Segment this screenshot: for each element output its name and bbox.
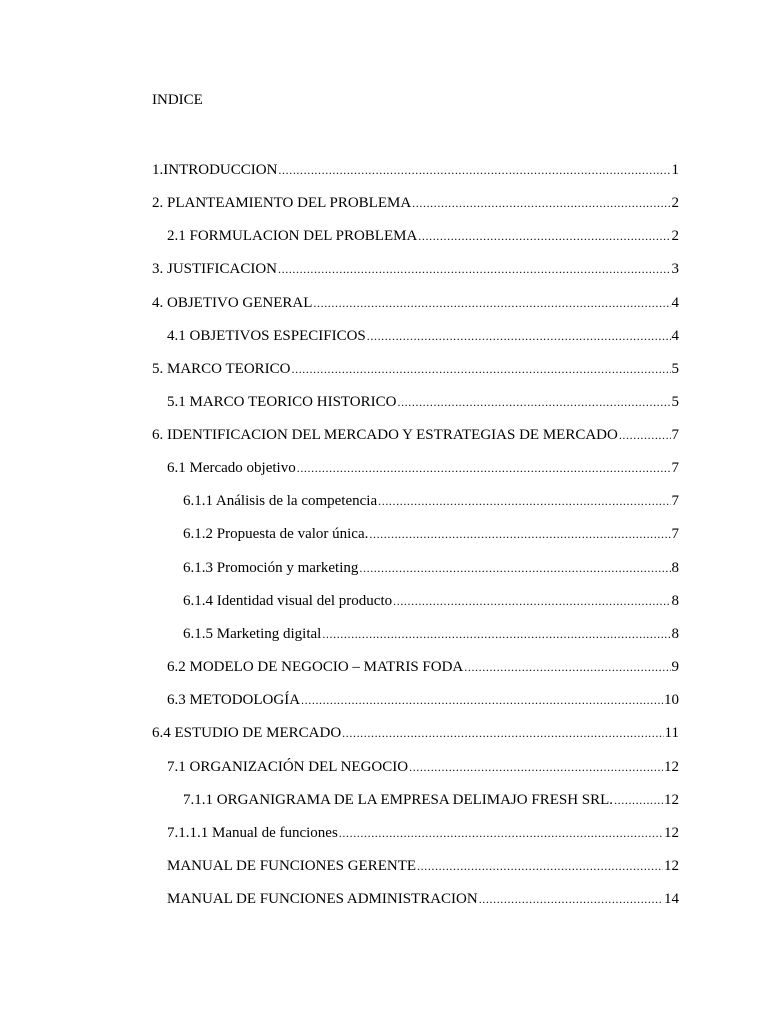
toc-entry-label: 3. JUSTIFICACION — [152, 261, 278, 277]
toc-entry-page: 5 — [671, 394, 679, 410]
toc-entry[interactable] — [152, 724, 679, 742]
toc-entry[interactable] — [167, 824, 679, 842]
toc-leader-dots — [339, 824, 663, 842]
toc-entry[interactable] — [183, 525, 679, 543]
toc-leader-dots — [369, 525, 670, 543]
toc-entry-page: 4 — [671, 328, 679, 344]
toc-entry-page: 9 — [671, 659, 679, 675]
toc-leader-dots — [367, 327, 671, 345]
toc-entry[interactable] — [183, 791, 679, 809]
toc-entry[interactable] — [152, 426, 679, 444]
toc-entry-label: 6.1.3 Promoción y marketing — [183, 560, 359, 576]
toc-entry-label: 6.2 MODELO DE NEGOCIO – MATRIS FODA — [167, 659, 464, 675]
toc-entry[interactable] — [167, 227, 679, 245]
toc-entry-label: 7.1.1 ORGANIGRAMA DE LA EMPRESA DELIMAJO FRESH SRL. — [183, 792, 614, 808]
toc-entry-label: 7.1 ORGANIZACIÓN DEL NEGOCIO — [167, 759, 409, 775]
toc-entry-label: 5.1 MARCO TEORICO HISTORICO — [167, 394, 397, 410]
toc-leader-dots — [359, 559, 670, 577]
toc-entry-label: 6.1 Mercado objetivo — [167, 460, 296, 476]
toc-leader-dots — [322, 625, 670, 643]
toc-entry-page: 8 — [671, 626, 679, 642]
toc-entry-page: 12 — [664, 825, 679, 841]
toc-entry[interactable] — [152, 194, 679, 212]
toc-entry[interactable] — [152, 161, 679, 179]
toc-leader-dots — [278, 161, 670, 179]
toc-entry[interactable] — [152, 260, 679, 278]
toc-entry[interactable] — [167, 890, 679, 908]
toc-entry-page: 11 — [664, 725, 679, 741]
toc-entry[interactable] — [167, 327, 679, 345]
toc-entry-page: 7 — [671, 493, 679, 509]
toc-leader-dots — [297, 459, 671, 477]
toc-leader-dots — [614, 791, 663, 809]
toc-entry-label: 6. IDENTIFICACION DEL MERCADO Y ESTRATEGIAS DE MERCADO — [152, 427, 618, 443]
toc-leader-dots — [378, 492, 670, 510]
toc-entry-label: 5. MARCO TEORICO — [152, 361, 291, 377]
toc-entry-label: 6.1.5 Marketing digital — [183, 626, 322, 642]
toc-entry[interactable] — [183, 592, 679, 610]
toc-leader-dots — [313, 294, 670, 312]
toc-entry[interactable] — [167, 758, 679, 776]
toc-entry-page: 5 — [671, 361, 679, 377]
toc-leader-dots — [619, 426, 671, 444]
toc-entry-page: 10 — [664, 692, 679, 708]
toc-entry-label: 4.1 OBJETIVOS ESPECIFICOS — [167, 328, 366, 344]
toc-entry-page: 12 — [664, 792, 679, 808]
toc-entry-page: 1 — [671, 162, 679, 178]
toc-leader-dots — [292, 360, 671, 378]
toc-leader-dots — [301, 691, 663, 709]
toc-entry-label: 7.1.1.1 Manual de funciones — [167, 825, 338, 841]
toc-entry-label: 1.INTRODUCCION — [152, 162, 278, 178]
toc-entry-page: 2 — [671, 195, 679, 211]
toc-leader-dots — [479, 890, 663, 908]
toc-entry-label: 4. OBJETIVO GENERAL — [152, 295, 313, 311]
toc-entry[interactable] — [183, 559, 679, 577]
toc-leader-dots — [397, 393, 670, 411]
toc-entry[interactable] — [167, 691, 679, 709]
toc-leader-dots — [418, 227, 670, 245]
toc-entry[interactable] — [183, 492, 679, 510]
toc-entry-label: 6.1.1 Análisis de la competencia — [183, 493, 378, 509]
toc-entry-page: 8 — [671, 560, 679, 576]
toc-entry-page: 7 — [671, 427, 679, 443]
toc-leader-dots — [412, 194, 670, 212]
toc-entry-page: 12 — [664, 858, 679, 874]
toc-leader-dots — [417, 857, 663, 875]
toc-entry-label: 2.1 FORMULACION DEL PROBLEMA — [167, 228, 418, 244]
toc-entry[interactable] — [152, 294, 679, 312]
toc-entry-page: 4 — [671, 295, 679, 311]
toc-entry[interactable] — [167, 393, 679, 411]
toc-leader-dots — [393, 592, 670, 610]
toc-entry-page: 14 — [664, 891, 679, 907]
toc-entry-page: 3 — [671, 261, 679, 277]
toc-entry-label: MANUAL DE FUNCIONES ADMINISTRACION — [167, 891, 478, 907]
toc-entry[interactable] — [167, 658, 679, 676]
toc-leader-dots — [278, 260, 670, 278]
toc-entry[interactable] — [167, 459, 679, 477]
toc-entry[interactable] — [152, 360, 679, 378]
toc-entry-label: 6.1.4 Identidad visual del producto — [183, 593, 393, 609]
toc-entry-label: 6.4 ESTUDIO DE MERCADO — [152, 725, 342, 741]
toc-entry-label: 2. PLANTEAMIENTO DEL PROBLEMA — [152, 195, 412, 211]
toc-entry-label: 6.3 METODOLOGÍA — [167, 692, 301, 708]
toc-entry-page: 2 — [671, 228, 679, 244]
toc-entry[interactable] — [183, 625, 679, 643]
toc-leader-dots — [342, 724, 663, 742]
toc-entry-label: MANUAL DE FUNCIONES GERENTE — [167, 858, 417, 874]
toc-leader-dots — [464, 658, 670, 676]
toc-entry-page: 7 — [671, 460, 679, 476]
toc-heading: INDICE — [152, 92, 203, 108]
toc-entry-label: 6.1.2 Propuesta de valor única. — [183, 526, 369, 542]
toc-entry-page: 7 — [671, 526, 679, 542]
toc-entry-page: 8 — [671, 593, 679, 609]
toc-entry[interactable] — [167, 857, 679, 875]
toc-entry-page: 12 — [664, 759, 679, 775]
toc-leader-dots — [409, 758, 663, 776]
